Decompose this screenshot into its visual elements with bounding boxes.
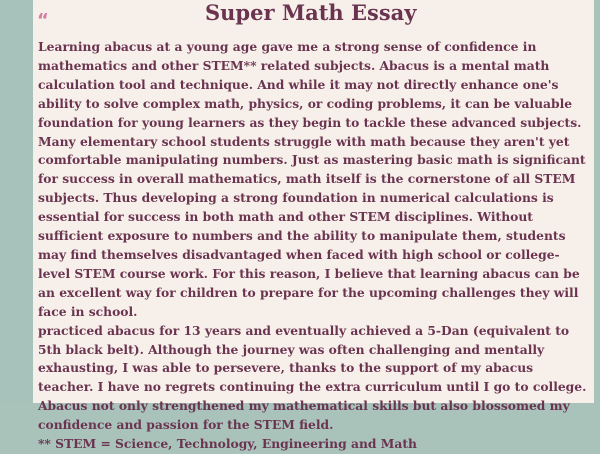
quote-mark-icon: “: [37, 10, 49, 31]
essay-paragraph-1: Learning abacus at a young age gave me a strong sense of confidence in mathematics and other STEM** related subjects. Abacus is a mental math calculation tool and technique. And while it may not directly enhance one's ability to solve complex math, physics, or coding problems, it can be valuable foundation for young learners as they begin to tackle these advanced subjects.: [38, 39, 582, 130]
essay-paragraph-2: Many elementary school students struggle with math because they aren't yet comfortable manipulating numbers. Just as mastering basic math is significant for success in overall mathematics, math itself is the cornerstone of all STEM subjects. Thus developing a strong foundation in numerical calculations is essential for success in both math and other STEM disciplines. Without sufficient exposure to numbers and the ability to manipulate them, students may find themselves disadvantaged when faced with high school or college-level STEM course work. For this reason, I believe that learning abacus can be an excellent way for children to prepare for the upcoming challenges they will face in school.: [38, 133, 586, 319]
footnote: ** STEM = Science, Technology, Engineering and Math: [38, 436, 417, 452]
page-title: Super Math Essay: [205, 0, 417, 25]
essay-card: [33, 0, 594, 452]
essay-paragraph-3: practiced abacus for 13 years and eventually achieved a 5-Dan (equivalent to 5th black belt). Although the journey was often challenging and mentally exhausting, I was able to persevere, thanks to the support of my abacus teacher. I have no regrets continuing the extra curriculum until I go to college. Abacus not only strengthened my mathematical skills but also blossomed my confidence and passion for the STEM field.: [38, 322, 587, 433]
left-decorative-band: [0, 0, 33, 403]
essay-body: [38, 38, 591, 454]
